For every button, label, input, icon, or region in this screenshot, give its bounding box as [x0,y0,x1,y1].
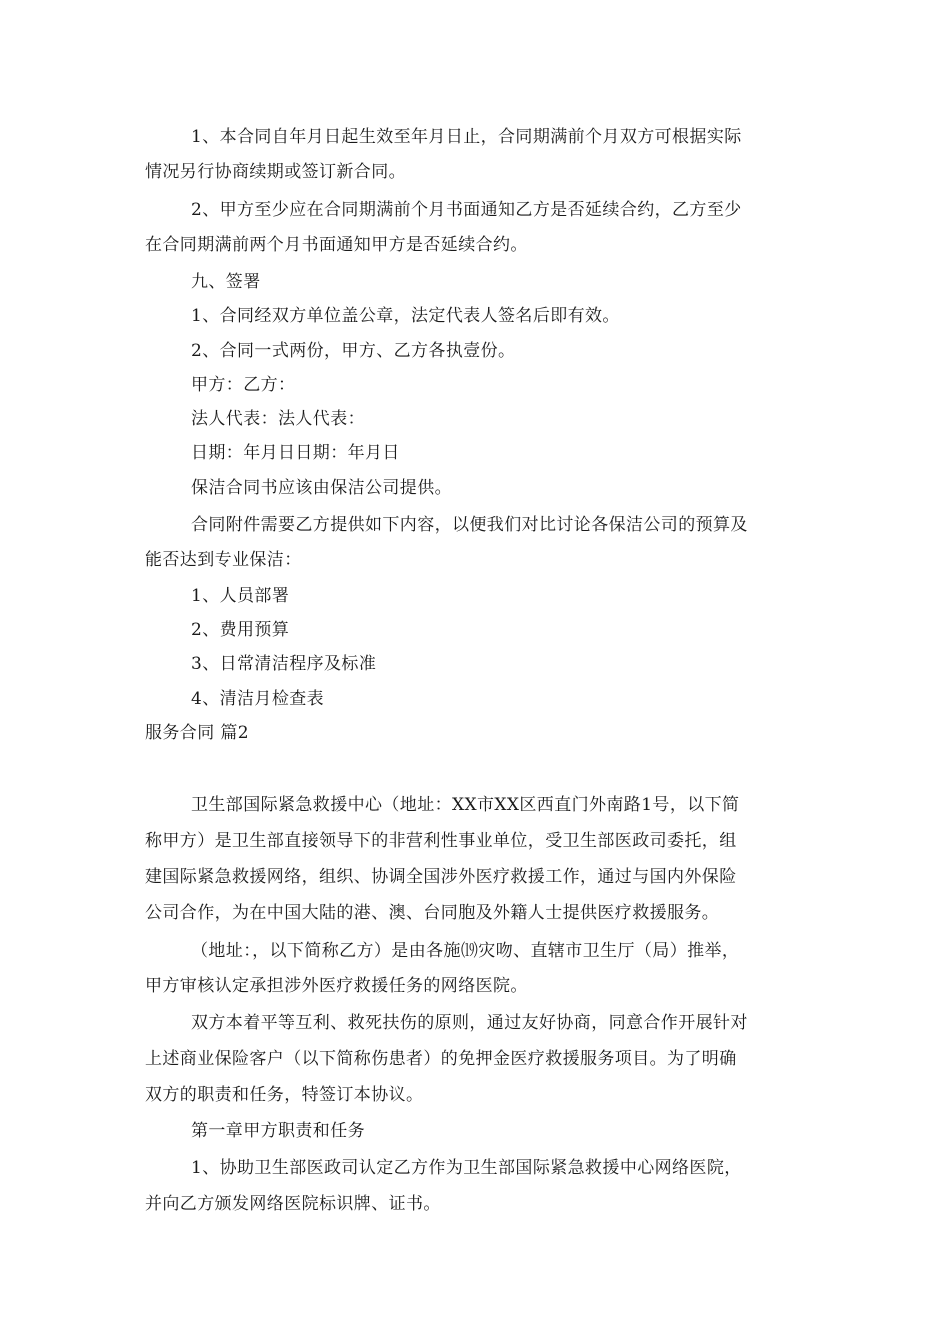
paragraph-line: 1、合同经双方单位盖公章，法定代表人签名后即有效。 [191,306,620,326]
paragraph-line: 双方本着平等互利、救死扶伤的原则，通过友好协商，同意合作开展针对 [191,1013,748,1033]
paragraph-line: 合同附件需要乙方提供如下内容，以便我们对比讨论各保洁公司的预算及 [191,515,748,535]
paragraph-line: （地址：，以下简称乙方）是由各施⒆灾吻、直辖市卫生厅（局）推举， [191,941,740,961]
paragraph-line: 能否达到专业保洁： [145,550,302,570]
paragraph-line: 在合同期满前两个月书面通知甲方是否延续合约。 [145,235,528,255]
section-heading: 九、签署 [191,272,261,292]
signature-representative-line: 法人代表：法人代表： [191,409,365,429]
paragraph-line: 双方的职责和任务，特签订本协议。 [145,1085,424,1105]
paragraph-line: 1、协助卫生部医政司认定乙方作为卫生部国际紧急救援中心网络医院， [191,1158,742,1178]
paragraph-line: 保洁合同书应该由保洁公司提供。 [191,478,452,498]
paragraph-line: 建国际紧急救援网络，组织、协调全国涉外医疗救援工作，通过与国内外保险 [145,867,737,887]
section-title: 服务合同 篇2 [145,723,250,743]
paragraph-line: 甲方审核认定承担涉外医疗救援任务的网络医院。 [145,976,528,996]
signature-date-line: 日期：年月日日期：年月日 [191,443,400,463]
paragraph-line: 1、本合同自年月日起生效至年月日止，合同期满前个月双方可根据实际 [191,127,742,147]
paragraph-line: 卫生部国际紧急救援中心（地址：XX市XX区西直门外南路1号，以下简 [191,795,740,815]
signature-party-line: 甲方：乙方： [191,375,296,395]
paragraph-line: 并向乙方颁发网络医院标识牌、证书。 [145,1194,441,1214]
list-item: 1、人员部署 [191,586,290,606]
paragraph-line: 公司合作，为在中国大陆的港、澳、台同胞及外籍人士提供医疗救援服务。 [145,903,720,923]
paragraph-line: 情况另行协商续期或签订新合同。 [145,162,406,182]
paragraph-line: 称甲方）是卫生部直接领导下的非营利性事业单位，受卫生部医政司委托，组 [145,831,737,851]
list-item: 4、清洁月检查表 [191,689,325,709]
paragraph-line: 上述商业保险客户（以下简称伤患者）的免押金医疗救援服务项目。为了明确 [145,1049,737,1069]
paragraph-line: 2、合同一式两份，甲方、乙方各执壹份。 [191,341,516,361]
list-item: 2、费用预算 [191,620,290,640]
chapter-heading: 第一章甲方职责和任务 [191,1121,365,1141]
paragraph-line: 2、甲方至少应在合同期满前个月书面通知乙方是否延续合约，乙方至少 [191,200,742,220]
list-item: 3、日常清洁程序及标准 [191,654,377,674]
